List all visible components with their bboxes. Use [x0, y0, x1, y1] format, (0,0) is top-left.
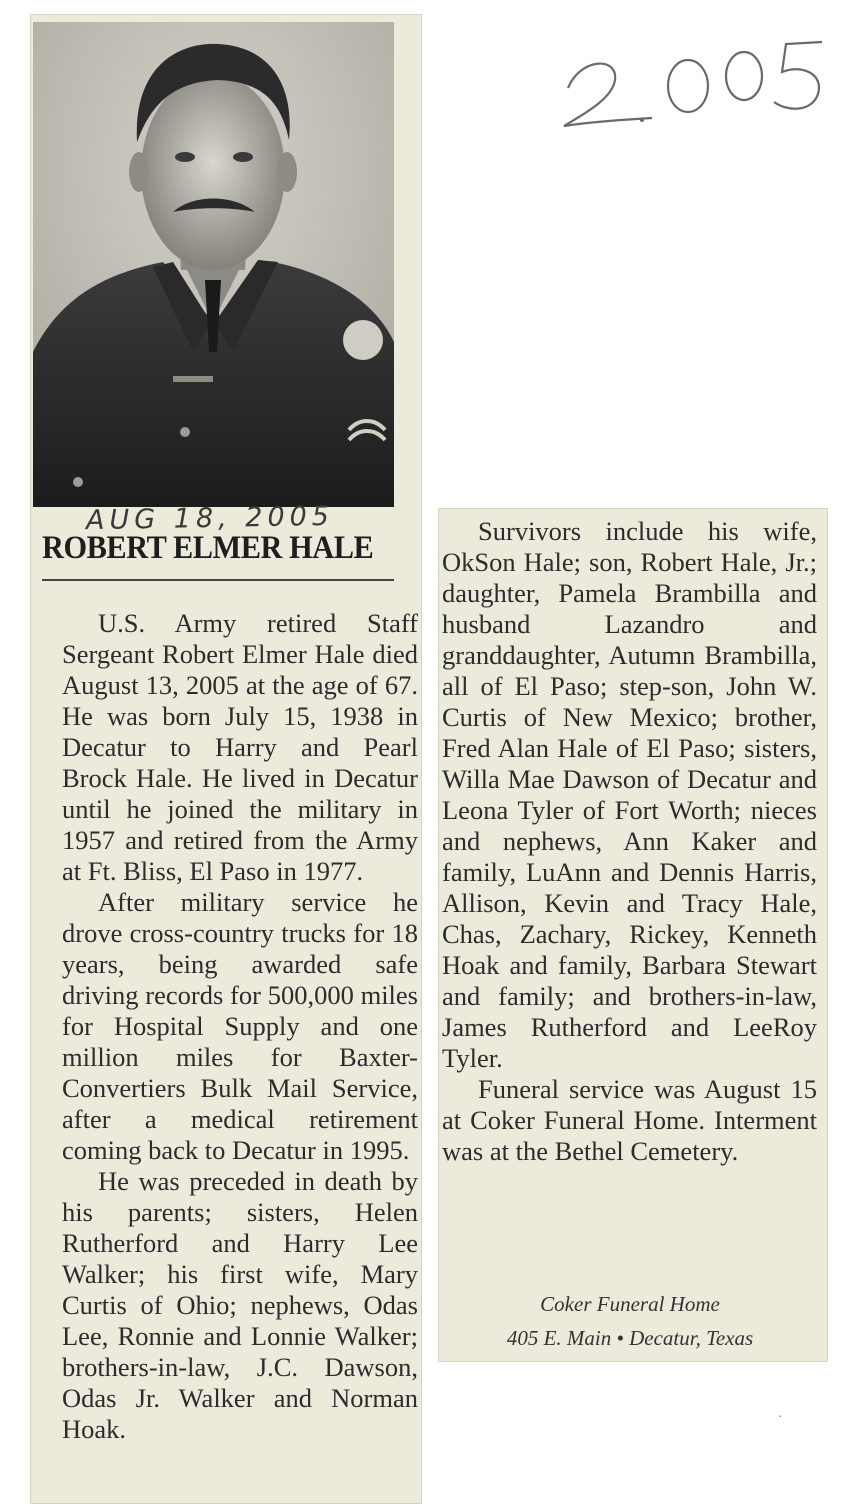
obituary-name-heading: ROBERT ELMER HALE — [42, 530, 374, 566]
handwritten-date: AUG 18, 2005 — [85, 500, 335, 537]
funeral-home-address: 405 E. Main • Decatur, Texas — [506, 1326, 754, 1350]
paragraph-career: After military service he drove cross-country trucks for 18 years, being awarded safe driving records for 500,000 miles for Hospital Supply and one million miles for Baxter-Convertiers Bulk Mail Service, after a medical retirement coming back to Decatur in 1995. — [62, 887, 418, 1165]
handwritten-year — [560, 28, 840, 138]
paragraph-biography: U.S. Army retired Staff Sergeant Robert Elmer Hale died August 13, 2005 at the age of 67. He was born July 15, 1938 in Decatur to Harry and Pearl Brock Hale. He lived in Decatur until he joined the military in 1957 and retired from the Army at Ft. Bliss, El Paso in 1977. — [62, 608, 418, 886]
heading-divider — [42, 579, 394, 581]
paragraph-preceded-in-death: He was preceded in death by his parents; sisters, Helen Rutherford and Harry Lee Walker; his first wife, Mary Curtis of Ohio; nephews, Odas Lee, Ronnie and Lonnie Walker; brothers-in-law, J.C. Dawson, Odas Jr. Walker and Norman Hoak. — [62, 1166, 418, 1444]
paragraph-survivors: Survivors include his wife, OkSon Hale; son, Robert Hale, Jr.; daughter, Pamela Brambilla and husband Lazandro and granddaughter, Autumn Brambilla, all of El Paso; step-son, John W. Curtis of New Mexico; brother, Fred Alan Hale of El Paso; sisters, Willa Mae Dawson of Decatur and Leona Tyler of Fort Worth; nieces and nephews, Ann Kaker and family, LuAnn and Dennis Harris, Allison, Kevin and Tracy Hale, Chas, Zachary, Rickey, Kenneth Hoak and family, Barbara Stewart and family; and brothers-in-law, James Rutherford and LeeRoy Tyler. — [442, 516, 817, 1073]
portrait-photo — [33, 22, 394, 507]
paragraph-funeral-service: Funeral service was August 15 at Coker Funeral Home. Interment was at the Bethel Cemetery. — [442, 1074, 817, 1166]
funeral-home-name: Coker Funeral Home — [540, 1292, 720, 1316]
scan-speck: · — [778, 1410, 783, 1425]
obituary-body-left — [62, 608, 418, 1445]
obituary-body-right — [442, 516, 817, 1167]
